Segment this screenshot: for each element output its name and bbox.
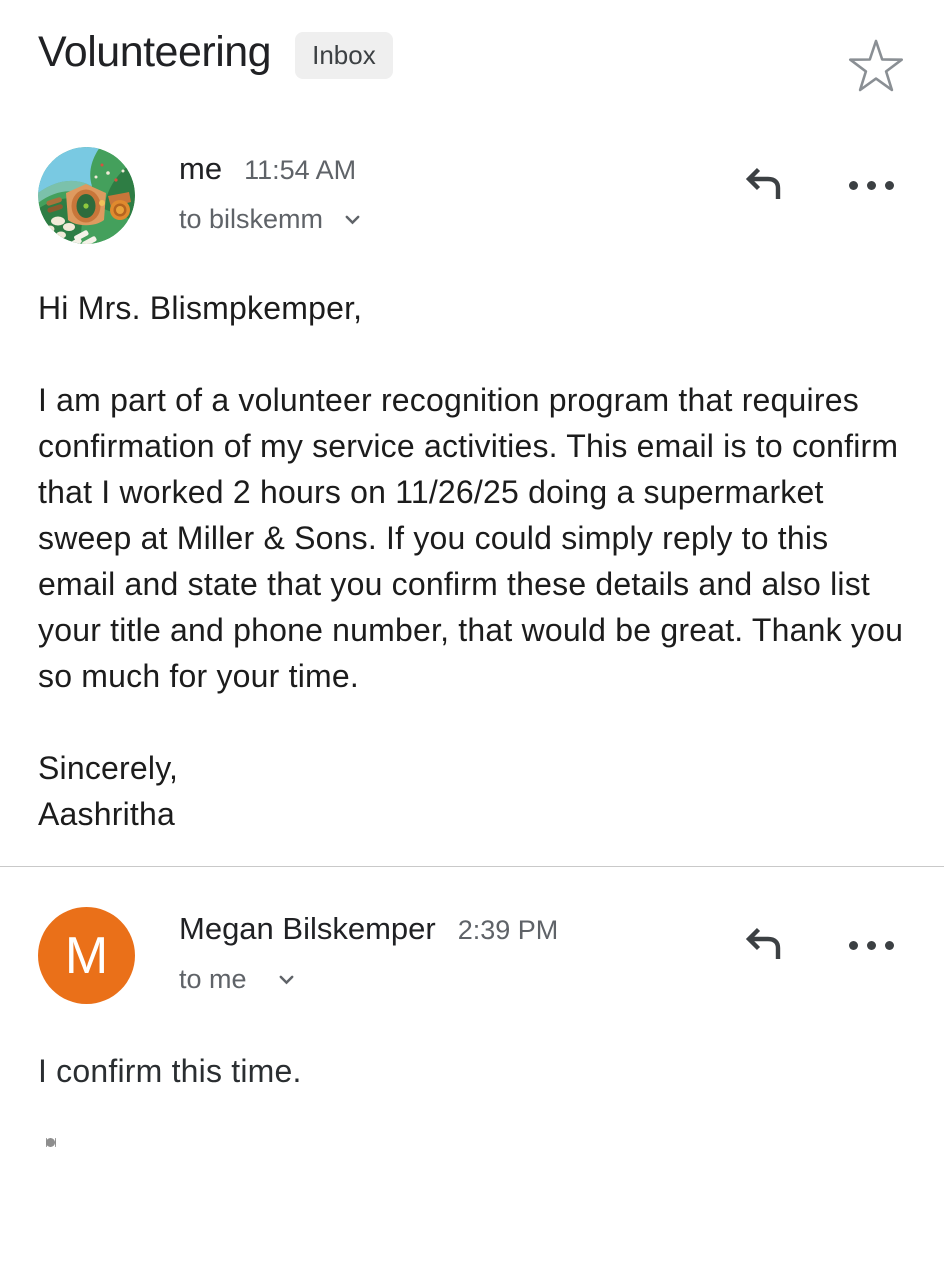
message-time: 11:54 AM xyxy=(244,155,357,185)
sender-row xyxy=(179,151,739,187)
body-paragraph: I am part of a volunteer recognition program that requires confirmation of my service activities. This email is to confirm that I worked 2 hours on 11/26/25 doing a supermarket sweep at Miller & Sons. If you could simply reply to this email and state that you confirm these details and also list your title and phone number, that would be great. Thank you so much for your time. xyxy=(38,382,904,694)
chevron-down-icon xyxy=(273,966,300,993)
reply-arrow-icon xyxy=(739,163,787,207)
signature-line: Aashritha xyxy=(38,796,175,832)
message2-header xyxy=(0,907,944,1004)
illustrated-landscape-avatar-icon xyxy=(38,147,135,244)
reply-arrow-icon xyxy=(739,923,787,967)
more-horizontal-icon xyxy=(849,181,894,190)
chevron-down-icon xyxy=(339,206,366,233)
body-line: I confirm this time. xyxy=(38,1053,302,1089)
message-divider xyxy=(0,866,944,867)
inbox-label-chip[interactable]: Inbox xyxy=(295,32,393,79)
message1-actions xyxy=(739,147,906,207)
message1-info xyxy=(179,147,739,235)
message2-info xyxy=(179,907,739,995)
closing-line: Sincerely, xyxy=(38,750,179,786)
more-horizontal-icon xyxy=(849,941,894,950)
message1-body xyxy=(0,285,944,837)
more-options-button[interactable] xyxy=(849,181,894,190)
sender-name: Megan Bilskemper xyxy=(179,911,436,946)
message2-body xyxy=(0,1048,944,1094)
sender-name: me xyxy=(179,151,223,186)
more-options-button[interactable] xyxy=(849,941,894,950)
letter-avatar-text: M xyxy=(64,926,109,985)
message-time: 2:39 PM xyxy=(457,915,559,945)
show-trimmed-content-icon xyxy=(46,1138,55,1147)
sender-avatar[interactable] xyxy=(38,147,135,244)
recipient-label: to bilskemm xyxy=(179,204,324,234)
reply-button[interactable] xyxy=(739,923,787,967)
recipient-details-toggle[interactable] xyxy=(179,964,300,995)
message1-header xyxy=(0,147,944,244)
star-icon xyxy=(845,36,907,96)
show-trimmed-content-button[interactable] xyxy=(42,1134,59,1151)
thread-subject: Volunteering xyxy=(38,27,272,76)
greeting-line: Hi Mrs. Blismpkemper, xyxy=(38,290,363,326)
sender-row xyxy=(179,911,739,947)
message2-actions xyxy=(739,907,906,967)
reply-button[interactable] xyxy=(739,163,787,207)
recipient-label: to me xyxy=(179,964,247,994)
sender-avatar[interactable] xyxy=(38,907,135,1004)
recipient-details-toggle[interactable] xyxy=(179,204,366,235)
star-button[interactable] xyxy=(844,34,908,98)
thread-header xyxy=(0,0,944,79)
